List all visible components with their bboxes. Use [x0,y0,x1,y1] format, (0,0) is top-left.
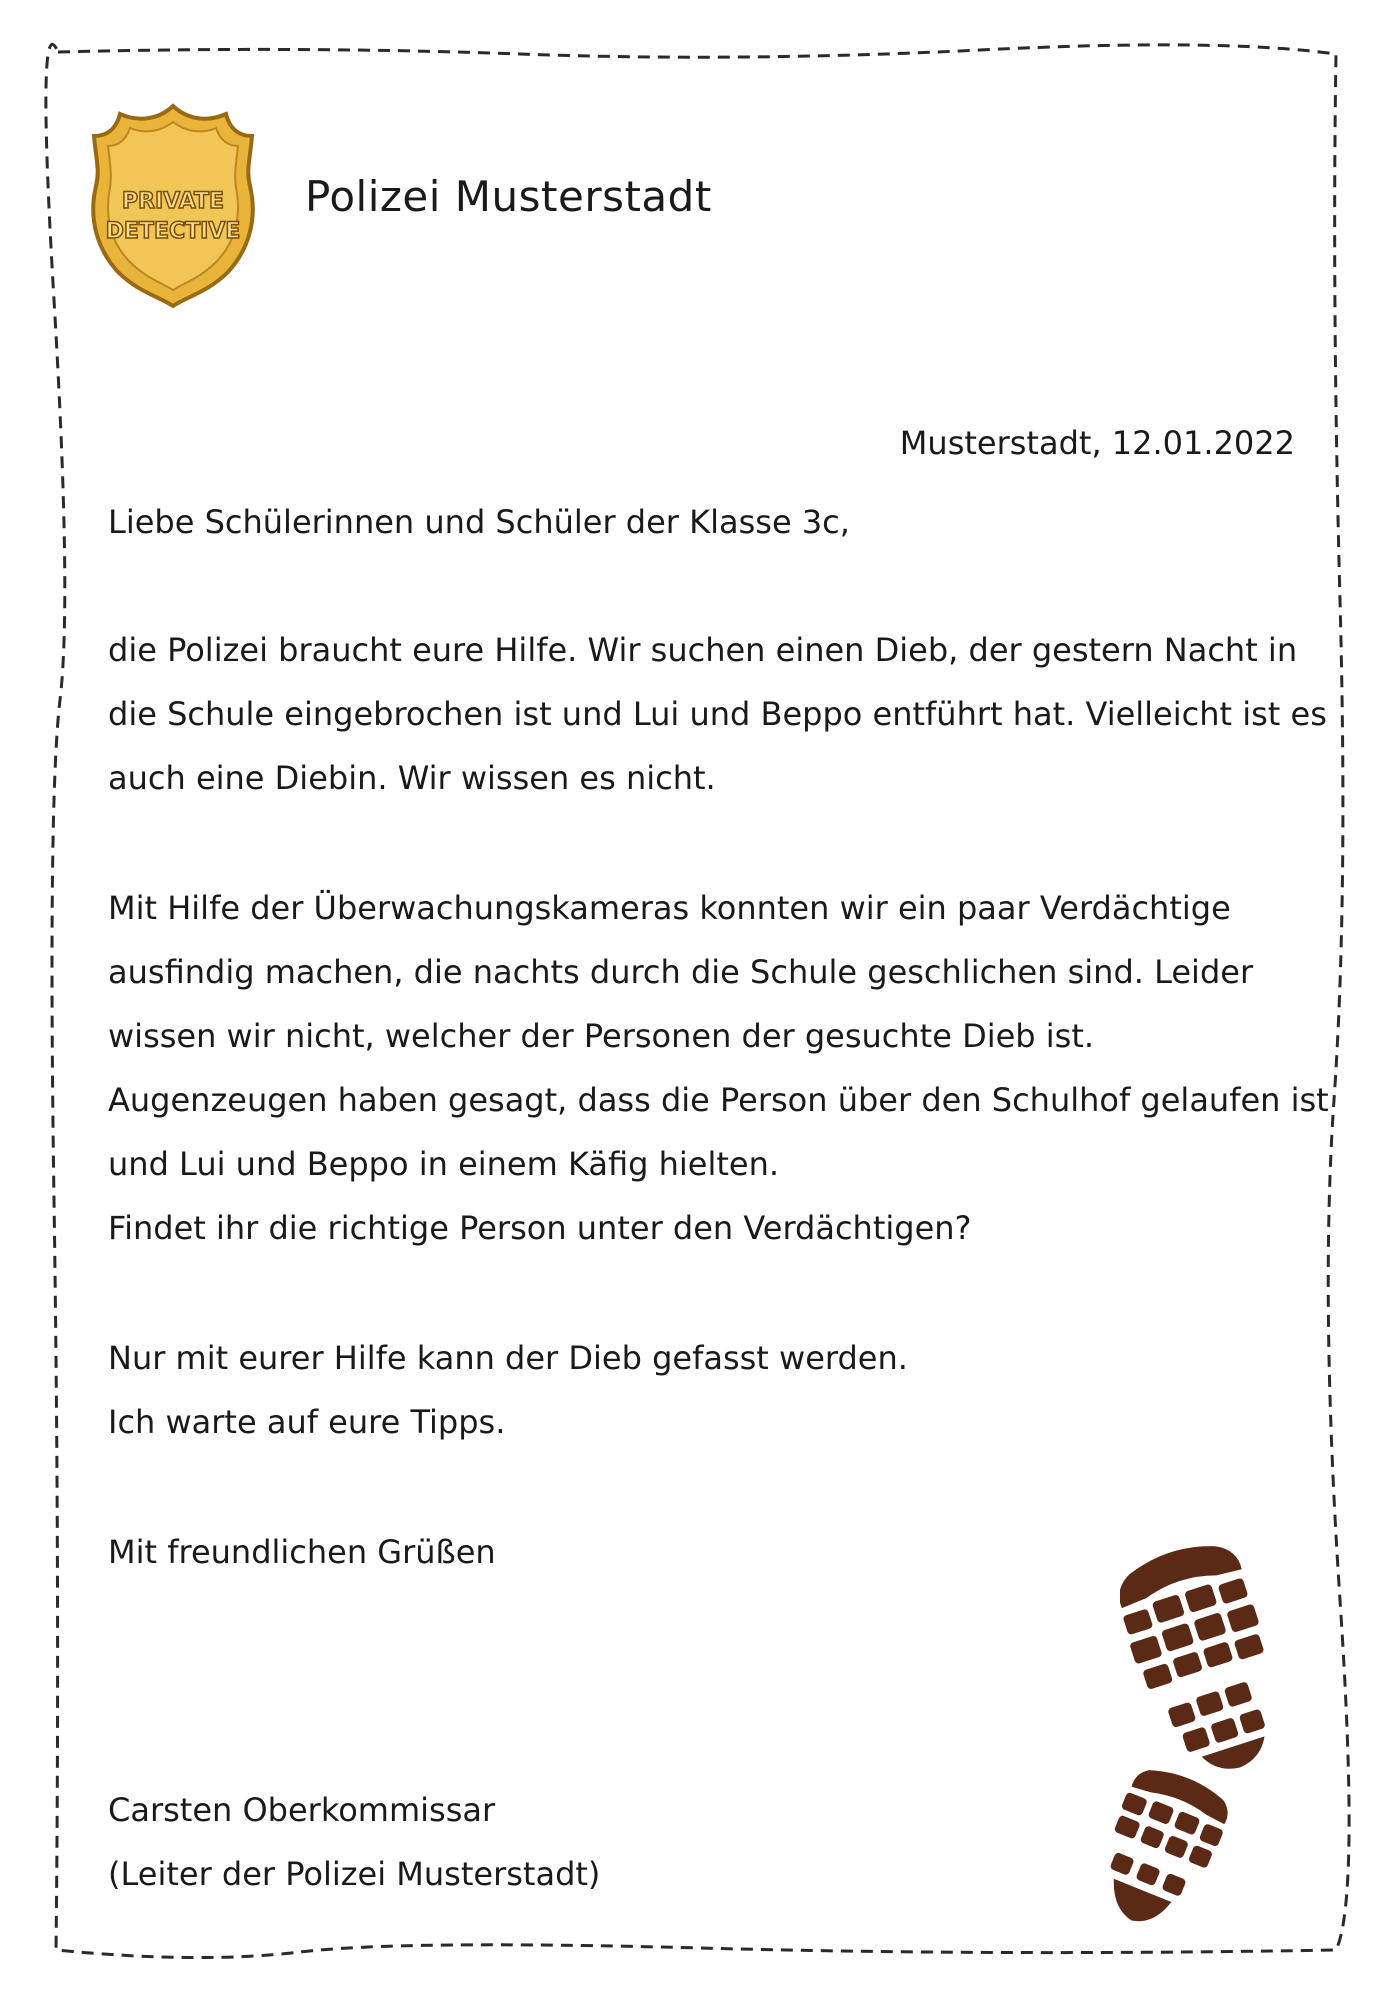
letter-line: und Lui und Beppo in einem Käfig hielten. [108,1145,780,1183]
letter-line: ausfindig machen, die nachts durch die Schule geschlichen sind. Leider [108,953,1254,991]
letter-line: Ich warte auf eure Tipps. [108,1403,506,1441]
signature-name: Carsten Oberkommissar [108,1791,496,1829]
detective-badge-icon [88,100,258,310]
letter-line: die Schule eingebrochen ist und Lui und Beppo entführt hat. Vielleicht ist es [108,695,1327,733]
letter-greeting: Liebe Schülerinnen und Schüler der Klasse 3c, [108,503,850,541]
letter-line: Mit Hilfe der Überwachungskameras konnten wir ein paar Verdächtige [108,889,1231,927]
footprint-small-icon [1090,1770,1230,1930]
footprint-icon [1120,1545,1290,1775]
letter-line: Augenzeugen haben gesagt, dass die Person über den Schulhof gelaufen ist [108,1081,1329,1119]
page-title: Polizei Musterstadt [305,172,712,221]
letter-line: wissen wir nicht, welcher der Personen der gesuchte Dieb ist. [108,1017,1095,1055]
letter-line: Nur mit eurer Hilfe kann der Dieb gefasst werden. [108,1339,908,1377]
letter-closing: Mit freundlichen Grüßen [108,1533,496,1571]
letter-line: Findet ihr die richtige Person unter den Verdächtigen? [108,1209,972,1247]
signature-role: (Leiter der Polizei Musterstadt) [108,1855,601,1893]
letter-line: die Polizei braucht eure Hilfe. Wir suchen einen Dieb, der gestern Nacht in [108,631,1298,669]
letter-date: Musterstadt, 12.01.2022 [899,424,1295,462]
letter-line: auch eine Diebin. Wir wissen es nicht. [108,759,716,797]
badge-line-1: PRIVATE [121,189,225,214]
badge-line-2: DETECTIVE [105,219,241,244]
